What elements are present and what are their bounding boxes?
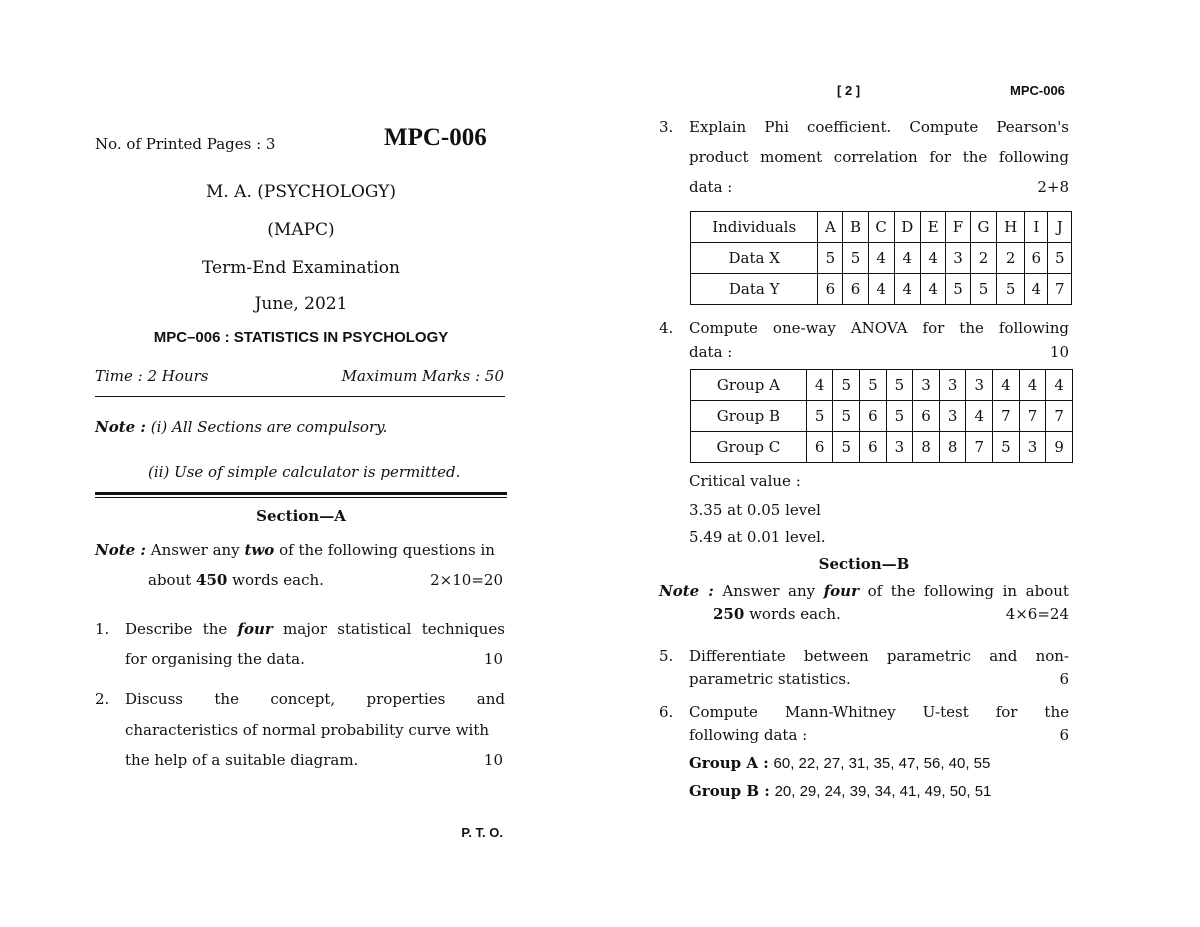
table-cell: 5 (806, 401, 833, 432)
section-b-note-label: Note : (659, 582, 714, 600)
table-cell: 3 (886, 432, 913, 463)
table-cell: 7 (993, 401, 1020, 432)
programme-title: (MAPC) (267, 220, 335, 240)
general-note-1 (95, 418, 387, 436)
table-cell: 5 (833, 401, 860, 432)
section-b-note-line2 (713, 605, 841, 623)
table-cell: F (946, 212, 971, 243)
table-cell: 5 (993, 432, 1020, 463)
table-header-row (691, 212, 1072, 243)
table-cell: 2 (970, 243, 996, 274)
table-cell: J (1048, 212, 1072, 243)
question-1-number: 1. (95, 620, 110, 638)
table-cell: 8 (939, 432, 966, 463)
q1-text-a: Describe the (125, 620, 228, 638)
section-a-note-emph: two (244, 541, 275, 559)
section-a-note-words: words each. (232, 571, 324, 589)
q1-emph: four (237, 620, 273, 638)
table-cell: 4 (868, 243, 894, 274)
row-header-cell: Data X (691, 243, 818, 274)
table-cell: 3 (939, 370, 966, 401)
table-cell: 6 (843, 274, 868, 305)
section-a-word-count: 450 (196, 571, 228, 589)
general-note-2: (ii) Use of simple calculator is permitted. (148, 463, 461, 481)
table-cell: H (997, 212, 1025, 243)
table-cell: 4 (966, 401, 993, 432)
table-row (691, 243, 1072, 274)
section-b-note-text: Answer any (722, 582, 816, 600)
table-cell: 2 (997, 243, 1025, 274)
time-allowed: Time : 2 Hours (95, 367, 209, 385)
table-cell: 7 (1019, 401, 1046, 432)
section-a-marks: 2×10=20 (430, 571, 503, 589)
critical-value-001: 5.49 at 0.01 level. (689, 528, 826, 546)
table-cell: 4 (894, 243, 921, 274)
question-5-number: 5. (659, 647, 674, 665)
group-a-data (689, 754, 990, 772)
section-a-note-text: Answer any (150, 541, 240, 559)
right-page (600, 0, 1200, 927)
table-cell: C (868, 212, 894, 243)
page-number: [ 2 ] (837, 83, 861, 98)
question-5-line2: parametric statistics. (689, 670, 851, 688)
q1-text-b: major statistical techniques (283, 620, 505, 638)
table-cell: 5 (833, 432, 860, 463)
table-cell: 3 (946, 243, 971, 274)
table-cell: 4 (921, 274, 946, 305)
table-cell: 4 (868, 274, 894, 305)
table-cell: 4 (894, 274, 921, 305)
divider (95, 396, 505, 397)
group-a-label: Group A : (689, 754, 769, 772)
section-a-note-about: about (148, 571, 192, 589)
question-6-line1: Compute Mann-Whitney U-test for the (689, 703, 1069, 721)
table-cell: D (894, 212, 921, 243)
table-cell: 9 (1046, 432, 1073, 463)
double-rule-thin (95, 497, 507, 498)
table-cell: 8 (913, 432, 940, 463)
question-2-number: 2. (95, 690, 110, 708)
table-cell: G (970, 212, 996, 243)
table-row (691, 370, 1073, 401)
table-cell: E (921, 212, 946, 243)
section-b-note-words: words each. (749, 605, 841, 623)
group-b-data (689, 782, 991, 800)
table-cell: 5 (997, 274, 1025, 305)
question-6-line2: following data : (689, 726, 808, 744)
table-cell: 5 (860, 370, 887, 401)
table-cell: 5 (886, 401, 913, 432)
table-cell: 4 (806, 370, 833, 401)
question-3-number: 3. (659, 118, 674, 136)
row-header-cell: Individuals (691, 212, 818, 243)
anova-data-table (690, 369, 1073, 463)
section-b-heading: Section—B (818, 555, 910, 573)
table-cell: 6 (860, 432, 887, 463)
section-b-note-text2: of the following in about (867, 582, 1069, 600)
question-3-line3: data : (689, 178, 733, 196)
table-cell: 5 (946, 274, 971, 305)
course-title: MPC–006 : STATISTICS IN PSYCHOLOGY (153, 329, 449, 346)
table-cell: 6 (913, 401, 940, 432)
table-cell: 6 (806, 432, 833, 463)
question-5-marks: 6 (1059, 670, 1069, 688)
degree-title: M. A. (PSYCHOLOGY) (205, 182, 397, 202)
question-3-line2: product moment correlation for the following (689, 148, 1069, 166)
table-row (691, 274, 1072, 305)
question-6-marks: 6 (1059, 726, 1069, 744)
question-4-marks: 10 (1049, 343, 1069, 361)
question-3-line1: Explain Phi coefficient. Compute Pearson's (689, 118, 1069, 136)
group-a-values: 60, 22, 27, 31, 35, 47, 56, 40, 55 (773, 755, 991, 772)
question-4-number: 4. (659, 319, 674, 337)
section-a-note-label: Note : (95, 541, 146, 559)
please-turn-over: P. T. O. (461, 825, 503, 840)
section-b-word-count: 250 (713, 605, 745, 623)
table-cell: 4 (993, 370, 1020, 401)
table-cell: 5 (833, 370, 860, 401)
table-cell: I (1025, 212, 1048, 243)
question-4-line2: data : (689, 343, 733, 361)
critical-value-005: 3.35 at 0.05 level (689, 501, 821, 519)
table-cell: 6 (860, 401, 887, 432)
section-b-note-line1 (659, 582, 1069, 600)
table-cell: 5 (818, 243, 843, 274)
exam-title: Term-End Examination (202, 258, 400, 278)
table-row (691, 401, 1073, 432)
table-cell: 4 (1046, 370, 1073, 401)
row-header-cell: Group C (691, 432, 807, 463)
paper-code-heading: MPC-006 (384, 124, 487, 151)
printed-pages-label: No. of Printed Pages : 3 (95, 135, 276, 153)
table-row (691, 432, 1073, 463)
row-header-cell: Data Y (691, 274, 818, 305)
exam-date: June, 2021 (254, 294, 348, 314)
table-cell: 7 (1046, 401, 1073, 432)
table-cell: B (843, 212, 868, 243)
table-cell: A (818, 212, 843, 243)
note-i-text: (i) All Sections are compulsory. (150, 418, 388, 436)
group-b-values: 20, 29, 24, 39, 34, 41, 49, 50, 51 (774, 783, 992, 800)
table-cell: 4 (1019, 370, 1046, 401)
table-cell: 5 (843, 243, 868, 274)
critical-value-label: Critical value : (689, 472, 801, 490)
section-b-marks: 4×6=24 (1005, 605, 1069, 623)
question-2-line2: characteristics of normal probability curve with (125, 721, 490, 739)
section-a-note-text2: of the following questions in (279, 541, 495, 559)
question-2-marks: 10 (483, 751, 503, 769)
table-cell: 5 (1048, 243, 1072, 274)
table-cell: 7 (1048, 274, 1072, 305)
table-cell: 3 (1019, 432, 1046, 463)
section-a-note-line2 (148, 571, 324, 589)
question-6-number: 6. (659, 703, 674, 721)
question-1-line2: for organising the data. (125, 650, 305, 668)
question-4-line1: Compute one-way ANOVA for the following (689, 319, 1069, 337)
time-marks-row (95, 367, 507, 385)
question-2-line3: the help of a suitable diagram. (125, 751, 359, 769)
section-b-note-emph: four (823, 582, 859, 600)
note-label: Note : (95, 418, 146, 436)
question-2-line1: Discuss the concept, properties and (125, 690, 505, 708)
table-cell: 6 (818, 274, 843, 305)
question-1-line1 (125, 620, 505, 638)
header-paper-code: MPC-006 (1010, 83, 1065, 98)
table-cell: 4 (1025, 274, 1048, 305)
question-1-marks: 10 (483, 650, 503, 668)
question-5-line1: Differentiate between parametric and non- (689, 647, 1069, 665)
table-cell: 4 (921, 243, 946, 274)
section-a-note-line1 (95, 541, 495, 559)
table-cell: 5 (970, 274, 996, 305)
table-cell: 3 (939, 401, 966, 432)
section-a-heading: Section—A (256, 507, 346, 525)
table-cell: 3 (966, 370, 993, 401)
question-3-marks: 2+8 (1037, 178, 1069, 196)
correlation-data-table (690, 211, 1072, 305)
double-rule-thick (95, 492, 507, 495)
maximum-marks: Maximum Marks : 50 (341, 367, 504, 385)
table-cell: 6 (1025, 243, 1048, 274)
table-cell: 7 (966, 432, 993, 463)
group-b-label: Group B : (689, 782, 770, 800)
row-header-cell: Group A (691, 370, 807, 401)
table-cell: 5 (886, 370, 913, 401)
row-header-cell: Group B (691, 401, 807, 432)
table-cell: 3 (913, 370, 940, 401)
